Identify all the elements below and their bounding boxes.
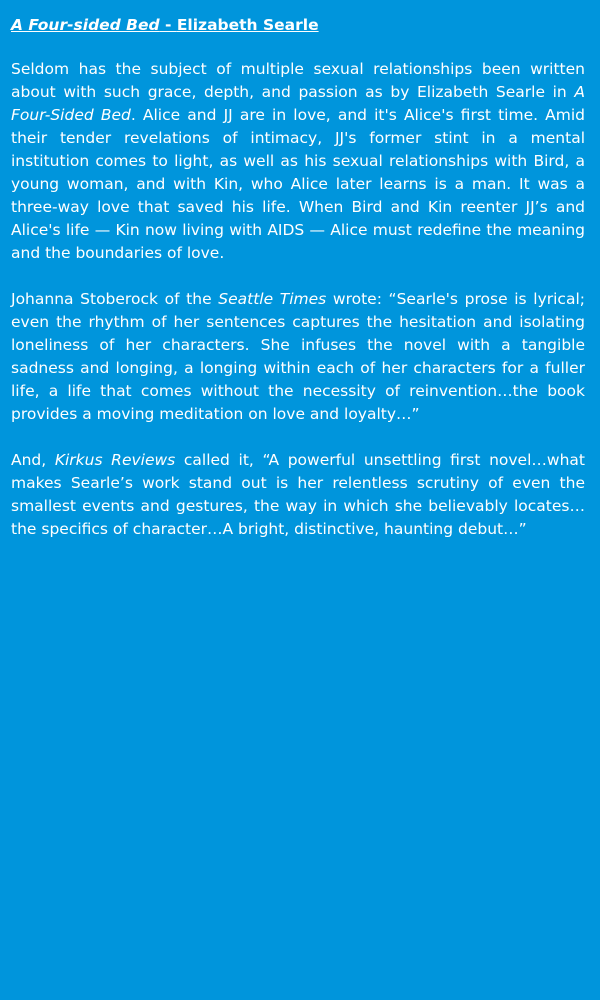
publication-name: Kirkus Reviews [54,451,176,469]
synopsis-book-title: A Four-Sided Bed [11,83,585,124]
review-intro: Johanna Stoberock of the [11,290,219,308]
seattle-times-review-paragraph [11,288,585,426]
review-quote: wrote: “Searle's prose is lyrical; even the rhythm of her sentences captures the hesitation and isolating loneliness of her characters. She infuses the novel with a tangible sadness and longing, a longing within each of her characters for a fuller life, a life that comes without the necessity of reinvention…the book provides a moving meditation on love and loyalty…” [11,290,585,423]
publication-name: Seattle Times [218,290,327,308]
author-name: Elizabeth Searle [176,16,319,34]
kirkus-review-paragraph [11,449,585,541]
review-intro: And, [11,451,55,469]
synopsis-text-end: . Alice and JJ are in love, and it's Alice's first time. Amid their tender revelations of intimacy, JJ's former stint in a mental institution comes to light, as well as his sexual relationships with Bird, a young woman, and with Kin, who Alice later learns is a man. It was a three-way love that saved his life. When Bird and Kin reenter JJ’s and Alice's life — Kin now living with AIDS — Alice must redefine the meaning and the boundaries of love. [11,106,586,262]
synopsis-text-start: Seldom has the subject of multiple sexual relationships been written about with such grace, depth, and passion as by Elizabeth Searle in [11,60,585,101]
page-title [11,14,585,37]
title-separator: - [159,16,177,34]
synopsis-paragraph [11,58,585,265]
book-title: A Four-sided Bed [11,16,160,34]
review-quote: called it, “A powerful unsettling first novel…what makes Searle’s work stand out is her relentless scrutiny of even the smallest events and gestures, the way in which she believably locates…the specifics of character…A bright, distinctive, haunting debut…” [11,451,585,538]
